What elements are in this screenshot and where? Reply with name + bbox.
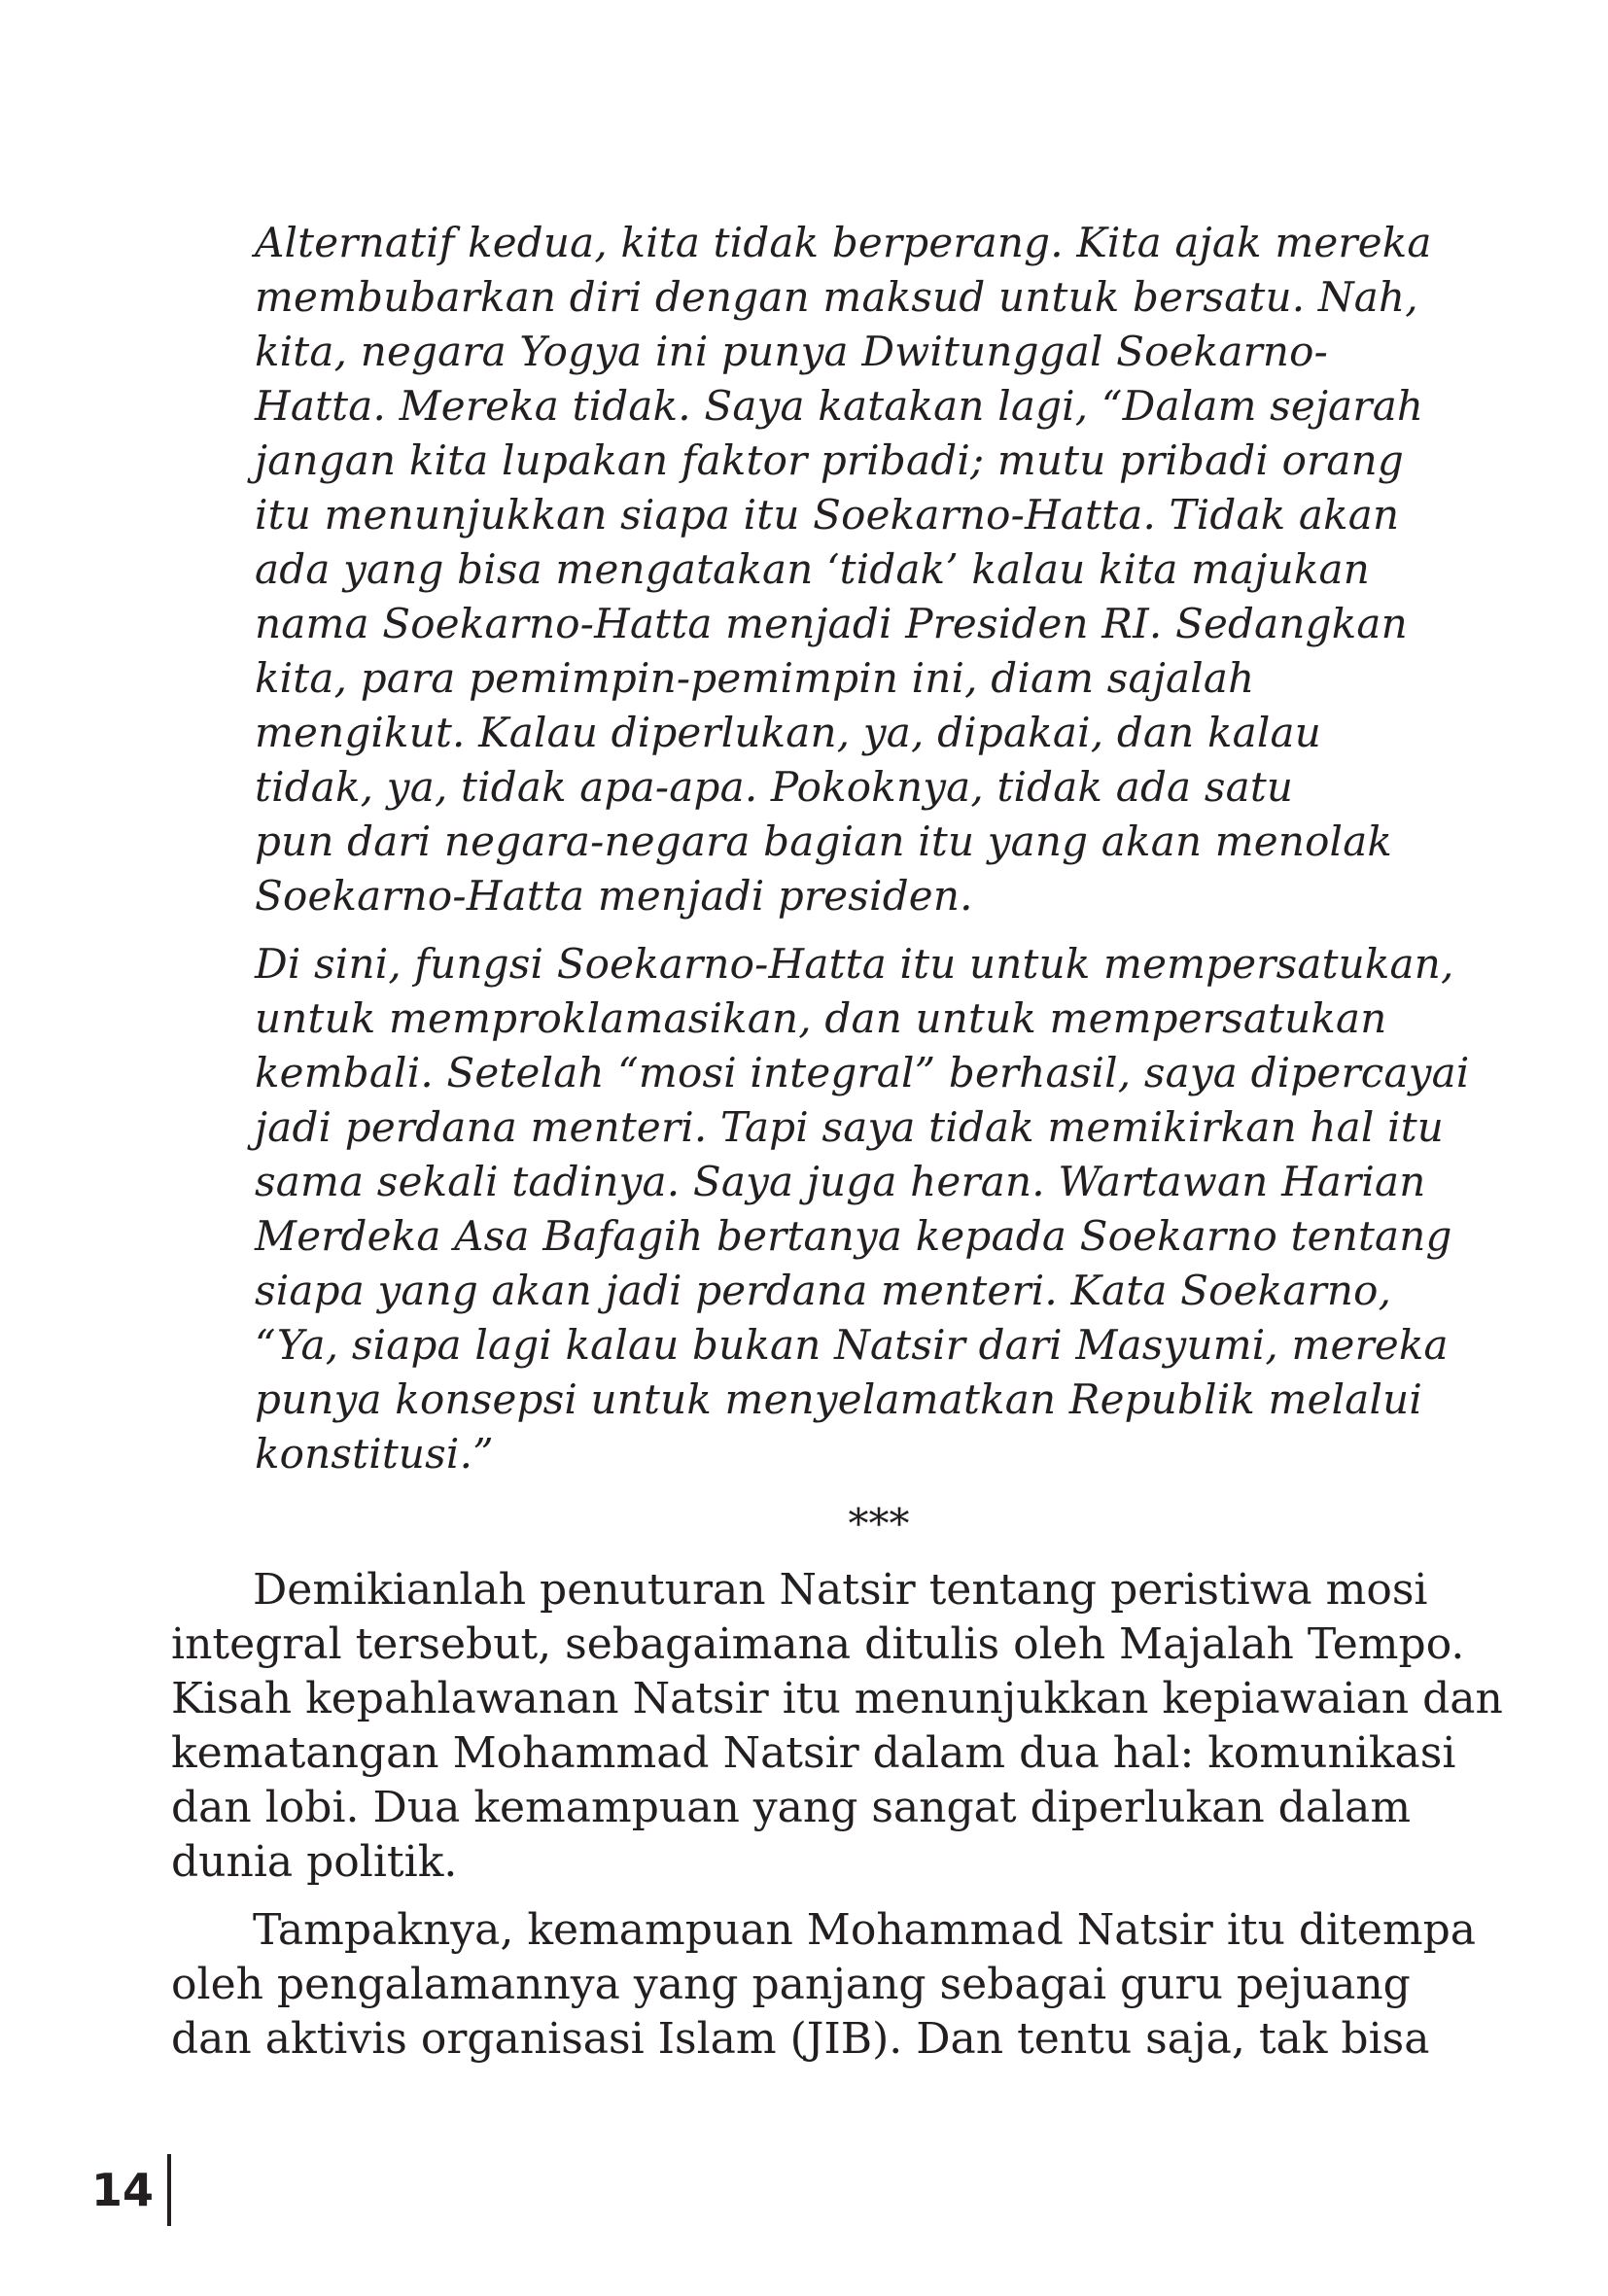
text-line: jangan kita lupakan faktor pribadi; mutu pribadi orang <box>255 436 1404 484</box>
text-line: untuk memproklamasikan, dan untuk mempersatukan <box>255 994 1387 1042</box>
text-line: siapa yang akan jadi perdana menteri. Kata Soekarno, <box>255 1267 1392 1314</box>
text-line: itu menunjukkan siapa itu Soekarno-Hatta. Tidak akan <box>255 491 1400 539</box>
body-text <box>171 1563 1503 2080</box>
text-line: jadi perdana menteri. Tapi saya tidak memikirkan hal itu <box>255 1103 1445 1151</box>
text-line: Di sini, fungsi Soekarno-Hatta itu untuk mempersatukan, <box>255 940 1454 988</box>
body-paragraph-1 <box>171 1563 1503 1890</box>
text-line: Alternatif kedua, kita tidak berperang. Kita ajak mereka <box>255 219 1432 266</box>
text-line: pun dari negara-negara bagian itu yang akan menolak <box>255 818 1393 865</box>
text-line: Tampaknya, kemampuan Mohammad Natsir itu ditempa <box>253 1905 1476 1955</box>
text-line: kita, para pemimpin-pemimpin ini, diam sajalah <box>255 654 1255 702</box>
text-line: integral tersebut, sebagaimana ditulis oleh Majalah Tempo. <box>171 1619 1465 1669</box>
text-line: ada yang bisa mengatakan ‘tidak’ kalau kita majukan <box>255 545 1371 593</box>
body-paragraph-2 <box>171 1903 1476 2067</box>
text-line: sama sekali tadinya. Saya juga heran. Wartawan Harian <box>255 1158 1426 1205</box>
text-line: dunia politik. <box>171 1837 458 1887</box>
text-line: kita, negara Yogya ini punya Dwitunggal Soekarno- <box>255 328 1328 375</box>
text-line: membubarkan diri dengan maksud untuk bersatu. Nah, <box>255 273 1418 321</box>
text-line: Kisah kepahlawanan Natsir itu menunjukkan kepiawaian dan <box>171 1674 1503 1723</box>
text-line: punya konsepsi untuk menyelamatkan Republik melalui <box>255 1375 1423 1423</box>
section-separator: *** <box>848 1500 910 1548</box>
text-line: nama Soekarno-Hatta menjadi Presiden RI. Sedangkan <box>255 600 1408 647</box>
folio-divider <box>167 2154 171 2226</box>
text-line: konstitusi.” <box>255 1430 494 1478</box>
text-line: tidak, ya, tidak apa-apa. Pokoknya, tidak ada satu <box>255 763 1294 811</box>
quote-paragraph-1 <box>255 216 1432 923</box>
text-line: Soekarno-Hatta menjadi presiden. <box>255 872 973 920</box>
text-line: oleh pengalamannya yang panjang sebagai guru pejuang <box>171 1960 1411 2009</box>
text-line: dan lobi. Dua kemampuan yang sangat diperlukan dalam <box>171 1783 1412 1832</box>
text-line: “Ya, siapa lagi kalau bukan Natsir dari Masyumi, mereka <box>255 1321 1449 1369</box>
text-line: mengikut. Kalau diperlukan, ya, dipakai, dan kalau <box>255 709 1321 756</box>
page-footer <box>91 2154 171 2226</box>
page-number: 14 <box>91 2164 155 2216</box>
text-line: kematangan Mohammad Natsir dalam dua hal: komunikasi <box>171 1728 1456 1778</box>
block-quote <box>255 216 1470 1495</box>
text-line: Merdeka Asa Bafagih bertanya kepada Soekarno tentang <box>255 1212 1452 1260</box>
text-line: kembali. Setelah “mosi integral” berhasil, saya dipercayai <box>255 1049 1470 1096</box>
text-line: dan aktivis organisasi Islam (JIB). Dan tentu saja, tak bisa <box>171 2014 1430 2064</box>
text-line: Hatta. Mereka tidak. Saya katakan lagi, “Dalam sejarah <box>255 382 1424 430</box>
text-line: Demikianlah penuturan Natsir tentang peristiwa mosi <box>253 1565 1428 1615</box>
quote-paragraph-2 <box>255 937 1470 1481</box>
